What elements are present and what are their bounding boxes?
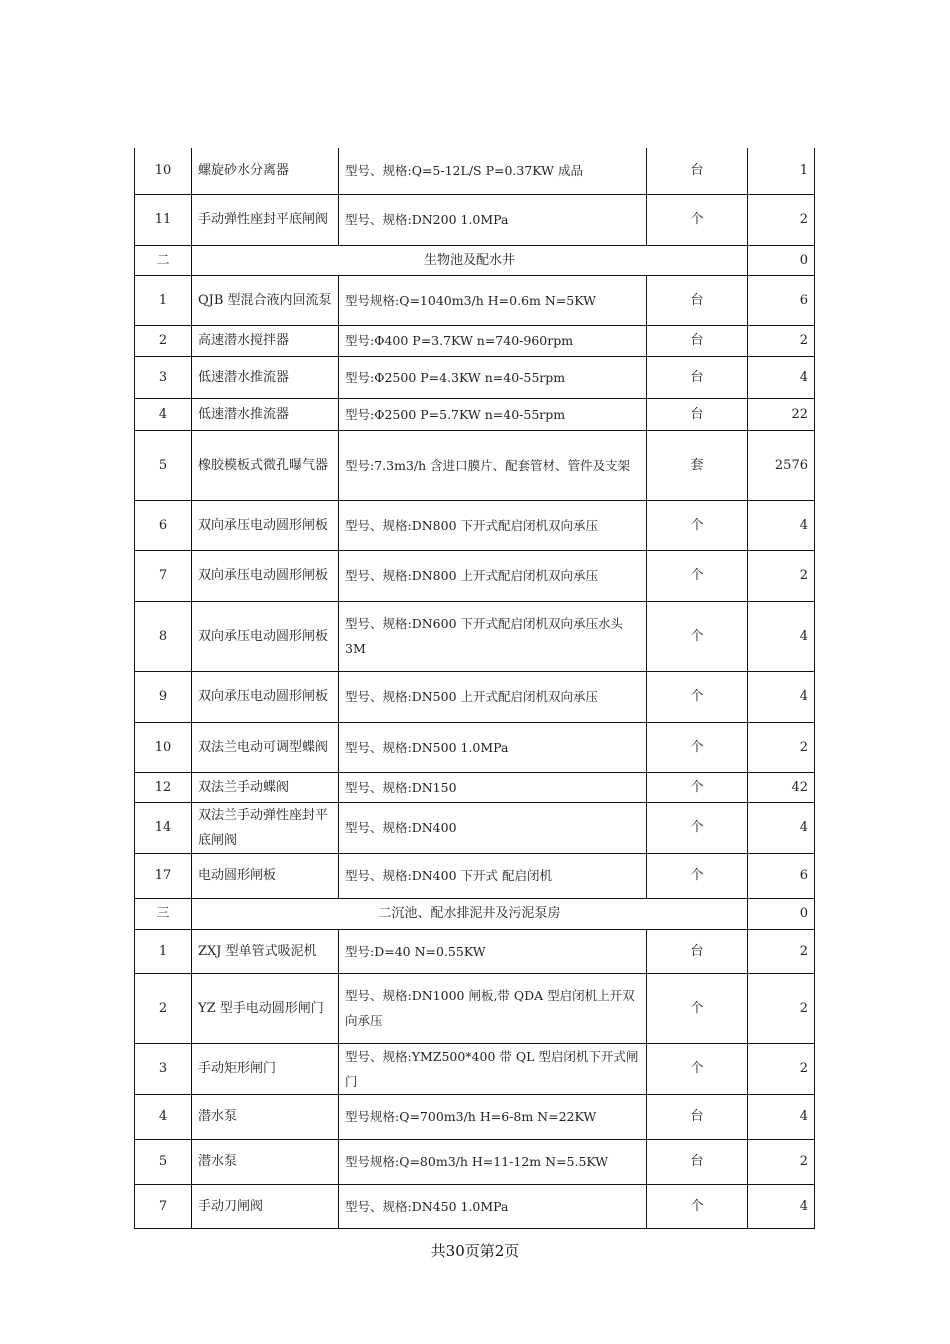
item-unit: 个 [647, 601, 748, 671]
item-unit: 个 [647, 973, 748, 1043]
item-quantity: 1 [748, 148, 815, 194]
item-unit: 个 [647, 722, 748, 772]
section-number: 三 [135, 898, 192, 929]
section-row [135, 898, 815, 929]
section-title: 二沉池、配水排泥井及污泥泵房 [192, 898, 748, 929]
table-row [135, 550, 815, 601]
item-quantity: 2 [748, 1139, 815, 1184]
item-quantity: 2 [748, 1043, 815, 1094]
item-name: ZXJ 型单管式吸泥机 [192, 929, 339, 973]
item-name: 手动刀闸阀 [192, 1184, 339, 1228]
item-spec: 型号:Φ2500 P=5.7KW n=40-55rpm [339, 398, 647, 430]
item-spec: 型号、规格:DN450 1.0MPa [339, 1184, 647, 1228]
item-name: 电动圆形闸板 [192, 853, 339, 898]
item-number: 7 [135, 1184, 192, 1228]
table-row [135, 1139, 815, 1184]
item-spec: 型号、规格:YMZ500*400 带 QL 型启闭机下开式闸门 [339, 1043, 647, 1094]
item-name: 双向承压电动圆形闸板 [192, 601, 339, 671]
item-name: 双法兰手动蝶阀 [192, 772, 339, 802]
item-spec: 型号规格:Q=80m3/h H=11-12m N=5.5KW [339, 1139, 647, 1184]
item-name: 双法兰电动可调型蝶阀 [192, 722, 339, 772]
item-number: 12 [135, 772, 192, 802]
item-unit: 台 [647, 275, 748, 325]
item-spec: 型号、规格:DN800 上开式配启闭机双向承压 [339, 550, 647, 601]
item-unit: 个 [647, 194, 748, 245]
item-name: 橡胶模板式微孔曝气器 [192, 430, 339, 500]
item-number: 5 [135, 430, 192, 500]
item-unit: 台 [647, 929, 748, 973]
item-unit: 台 [647, 1094, 748, 1139]
table-row [135, 398, 815, 430]
item-name: 双向承压电动圆形闸板 [192, 550, 339, 601]
item-name: 双向承压电动圆形闸板 [192, 671, 339, 722]
item-name: 低速潜水推流器 [192, 356, 339, 398]
item-name: 潜水泵 [192, 1139, 339, 1184]
item-quantity: 4 [748, 671, 815, 722]
item-number: 9 [135, 671, 192, 722]
item-spec: 型号:Φ400 P=3.7KW n=740-960rpm [339, 325, 647, 356]
item-quantity: 6 [748, 853, 815, 898]
item-number: 3 [135, 1043, 192, 1094]
item-number: 17 [135, 853, 192, 898]
item-number: 1 [135, 929, 192, 973]
item-spec: 型号、规格:DN800 下开式配启闭机双向承压 [339, 500, 647, 550]
page-footer: 共30页第2页 [430, 1242, 520, 1260]
item-spec: 型号、规格:DN500 上开式配启闭机双向承压 [339, 671, 647, 722]
item-number: 8 [135, 601, 192, 671]
item-unit: 台 [647, 1139, 748, 1184]
table-row [135, 325, 815, 356]
item-spec: 型号:D=40 N=0.55KW [339, 929, 647, 973]
item-spec: 型号、规格:DN600 下开式配启闭机双向承压水头 3M [339, 601, 647, 671]
item-quantity: 4 [748, 356, 815, 398]
item-number: 6 [135, 500, 192, 550]
table-row [135, 194, 815, 245]
item-quantity: 6 [748, 275, 815, 325]
table-row [135, 1184, 815, 1228]
item-spec: 型号、规格:Q=5-12L/S P=0.37KW 成品 [339, 148, 647, 194]
item-spec: 型号规格:Q=1040m3/h H=0.6m N=5KW [339, 275, 647, 325]
item-number: 1 [135, 275, 192, 325]
item-quantity: 2 [748, 722, 815, 772]
item-spec: 型号、规格:DN200 1.0MPa [339, 194, 647, 245]
equipment-table-body [135, 148, 815, 1228]
item-quantity: 2 [748, 550, 815, 601]
item-number: 10 [135, 148, 192, 194]
item-quantity: 2 [748, 194, 815, 245]
item-number: 5 [135, 1139, 192, 1184]
item-name: 手动弹性座封平底闸阀 [192, 194, 339, 245]
item-quantity: 2 [748, 973, 815, 1043]
section-row [135, 245, 815, 275]
item-number: 11 [135, 194, 192, 245]
item-unit: 台 [647, 356, 748, 398]
table-row [135, 500, 815, 550]
item-quantity: 2 [748, 929, 815, 973]
item-number: 4 [135, 1094, 192, 1139]
item-unit: 台 [647, 148, 748, 194]
item-name: 双向承压电动圆形闸板 [192, 500, 339, 550]
item-quantity: 4 [748, 601, 815, 671]
table-row [135, 356, 815, 398]
item-number: 10 [135, 722, 192, 772]
table-row [135, 601, 815, 671]
item-name: 螺旋砂水分离器 [192, 148, 339, 194]
table-row [135, 1094, 815, 1139]
item-name: QJB 型混合液内回流泵 [192, 275, 339, 325]
item-name: 低速潜水推流器 [192, 398, 339, 430]
section-number: 二 [135, 245, 192, 275]
item-quantity: 4 [748, 1184, 815, 1228]
item-quantity: 4 [748, 802, 815, 853]
item-unit: 个 [647, 802, 748, 853]
item-unit: 个 [647, 500, 748, 550]
item-quantity: 4 [748, 500, 815, 550]
section-quantity: 0 [748, 898, 815, 929]
item-quantity: 2576 [748, 430, 815, 500]
item-quantity: 42 [748, 772, 815, 802]
item-unit: 台 [647, 325, 748, 356]
item-unit: 个 [647, 772, 748, 802]
table-row [135, 929, 815, 973]
item-unit: 个 [647, 550, 748, 601]
table-row [135, 853, 815, 898]
item-number: 3 [135, 356, 192, 398]
section-title: 生物池及配水井 [192, 245, 748, 275]
item-unit: 个 [647, 1184, 748, 1228]
table-row [135, 973, 815, 1043]
item-number: 7 [135, 550, 192, 601]
item-unit: 套 [647, 430, 748, 500]
equipment-table [134, 148, 815, 1229]
item-spec: 型号:7.3m3/h 含进口膜片、配套管材、管件及支架 [339, 430, 647, 500]
item-number: 2 [135, 325, 192, 356]
item-quantity: 22 [748, 398, 815, 430]
item-unit: 个 [647, 853, 748, 898]
table-row [135, 772, 815, 802]
item-spec: 型号、规格:DN500 1.0MPa [339, 722, 647, 772]
item-spec: 型号规格:Q=700m3/h H=6-8m N=22KW [339, 1094, 647, 1139]
item-spec: 型号:Φ2500 P=4.3KW n=40-55rpm [339, 356, 647, 398]
item-name: 双法兰手动弹性座封平底闸阀 [192, 802, 339, 853]
table-row [135, 148, 815, 194]
item-number: 14 [135, 802, 192, 853]
item-unit: 个 [647, 1043, 748, 1094]
item-unit: 个 [647, 671, 748, 722]
table-row [135, 802, 815, 853]
item-number: 4 [135, 398, 192, 430]
item-quantity: 4 [748, 1094, 815, 1139]
item-spec: 型号、规格:DN1000 闸板,带 QDA 型启闭机上开双向承压 [339, 973, 647, 1043]
table-row [135, 1043, 815, 1094]
item-spec: 型号、规格:DN400 [339, 802, 647, 853]
section-quantity: 0 [748, 245, 815, 275]
item-spec: 型号、规格:DN400 下开式 配启闭机 [339, 853, 647, 898]
item-name: 潜水泵 [192, 1094, 339, 1139]
table-row [135, 275, 815, 325]
table-row [135, 722, 815, 772]
item-spec: 型号、规格:DN150 [339, 772, 647, 802]
item-name: YZ 型手电动圆形闸门 [192, 973, 339, 1043]
item-name: 高速潜水搅拌器 [192, 325, 339, 356]
item-name: 手动矩形闸门 [192, 1043, 339, 1094]
item-number: 2 [135, 973, 192, 1043]
item-unit: 台 [647, 398, 748, 430]
table-row [135, 430, 815, 500]
table-row [135, 671, 815, 722]
item-quantity: 2 [748, 325, 815, 356]
